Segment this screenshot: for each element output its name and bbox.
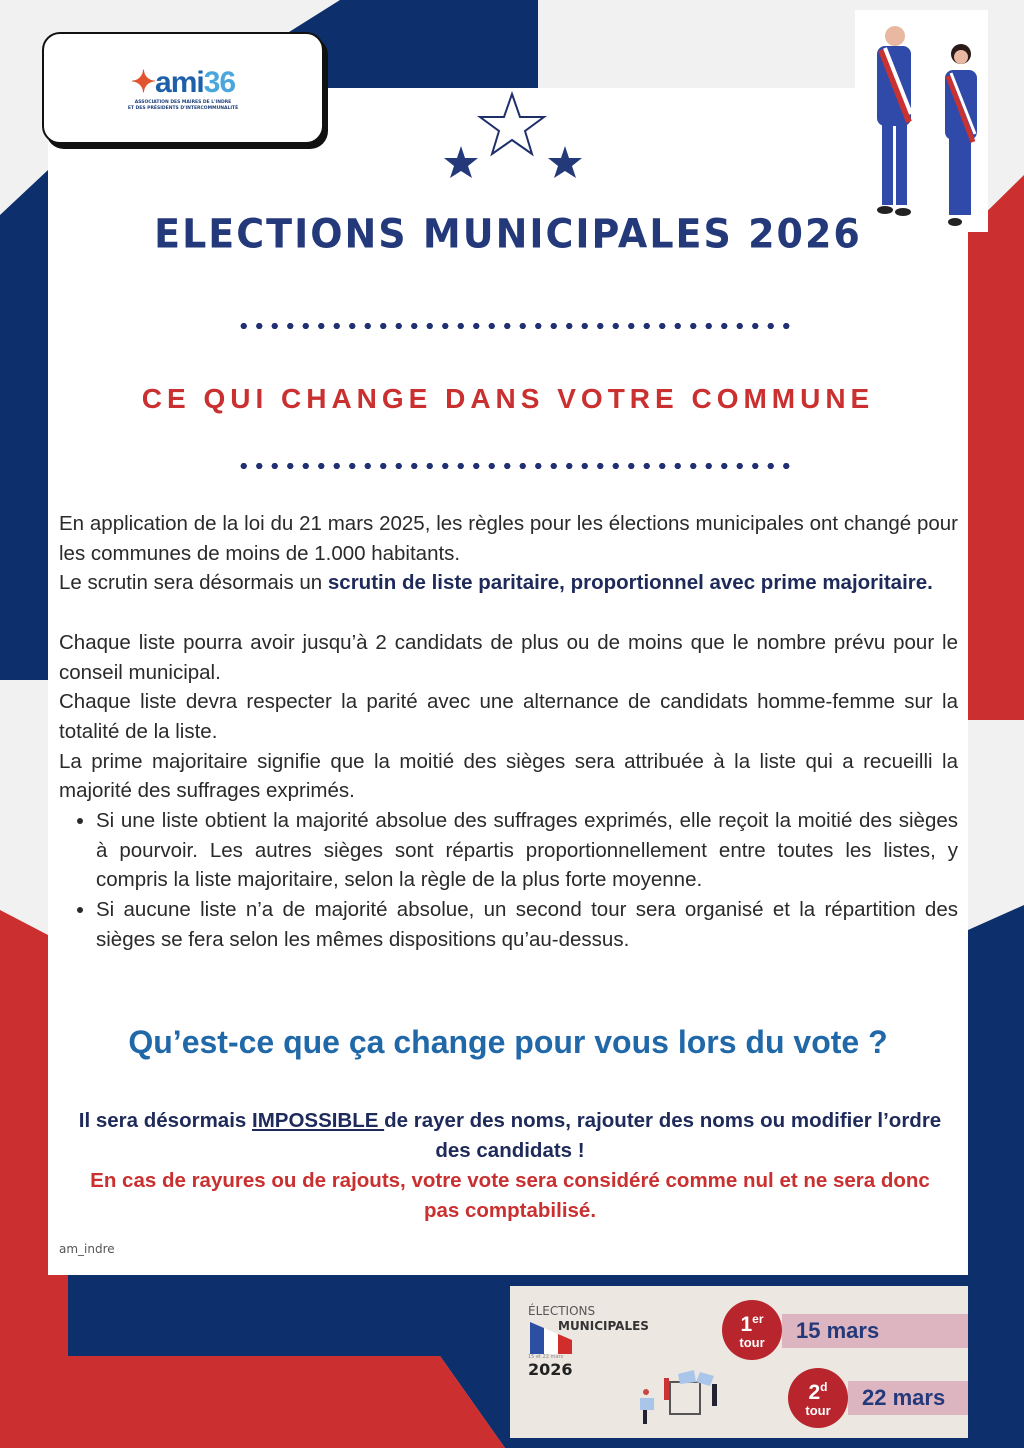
round2-badge: 2$^d$ tour bbox=[788, 1368, 848, 1428]
round1-badge: 1er tour bbox=[722, 1300, 782, 1360]
page-title: ELECTIONS MUNICIPALES 2026 bbox=[154, 210, 862, 258]
question-heading: Qu’est-ce que ça change pour vous lors du vote ? bbox=[128, 1024, 888, 1060]
solid-star-icon bbox=[444, 146, 478, 178]
stars-decoration bbox=[440, 90, 590, 185]
logo-box bbox=[42, 32, 324, 144]
round1-date: 15 mars bbox=[782, 1314, 968, 1348]
paragraph: Le scrutin sera désormais un scrutin de liste paritaire, proportionnel avec prime majoritaire. bbox=[59, 571, 933, 595]
paragraph: La prime majoritaire signifie que la moitié des sièges sera attribuée à la liste qui a recueilli la majorité des suffrages exprimés. bbox=[59, 749, 958, 803]
list-item: • Si aucune liste n’a de majorité absolue, un second tour sera organisé et la répartition des sièges se fera selon les mêmes dispositions qu’au-dessus. bbox=[96, 895, 958, 954]
dotted-divider bbox=[236, 321, 792, 331]
year-label: 2026 bbox=[528, 1360, 573, 1379]
outline-star-icon bbox=[480, 94, 544, 154]
bullet-list bbox=[96, 806, 958, 955]
paragraph: Chaque liste pourra avoir jusqu’à 2 candidats de plus ou de moins que le nombre prévu pour le conseil municipal. bbox=[59, 630, 958, 684]
election-dates-box bbox=[510, 1286, 968, 1438]
voters-ballot-illustration bbox=[638, 1370, 728, 1430]
paragraph: Chaque liste devra respecter la parité avec une alternance de candidats homme-femme sur la totalité de la liste. bbox=[59, 690, 958, 743]
mayors-illustration bbox=[855, 10, 988, 232]
solid-star-icon bbox=[548, 146, 582, 178]
elections-label: ÉLECTIONS bbox=[528, 1304, 596, 1318]
list-item: • Si une liste obtient la majorité absolue des suffrages exprimés, elle reçoit la moitié des sièges à pourvoir. Les autres sièges sont répartis proportionnellement entre toutes les listes, y compris la liste majoritaire, selon la règle de la plus forte moyenne. bbox=[96, 806, 958, 895]
ami36-logo: ✦ami36 bbox=[130, 65, 236, 99]
round2-date: 22 mars bbox=[848, 1381, 968, 1415]
dotted-divider bbox=[236, 461, 792, 471]
small-dates: 15 et 22 mars bbox=[528, 1354, 564, 1360]
body-text bbox=[59, 509, 958, 955]
subtitle: CE QUI CHANGE DANS VOTRE COMMUNE bbox=[141, 383, 875, 414]
social-handle: am_indre bbox=[59, 1242, 115, 1256]
municipales-label: MUNICIPALES bbox=[558, 1319, 649, 1333]
paragraph: En application de la loi du 21 mars 2025, les règles pour les élections municipales ont changé pour les communes de moins de 1.000 habitants. bbox=[59, 512, 958, 565]
logo-subtitle: ASSOCIATION DES MAIRES DE L'INDRE ET DES PRÉSIDENTS D'INTERCOMMUNALITÉ bbox=[127, 99, 239, 111]
warning-text: Il sera désormais IMPOSSIBLE de rayer des noms, rajouter des noms ou modifier l’ordre des candidats ! En cas de rayures ou de rajouts, votre vote sera considéré comme nul et ne sera donc pas comptabilisé. bbox=[78, 1109, 942, 1222]
